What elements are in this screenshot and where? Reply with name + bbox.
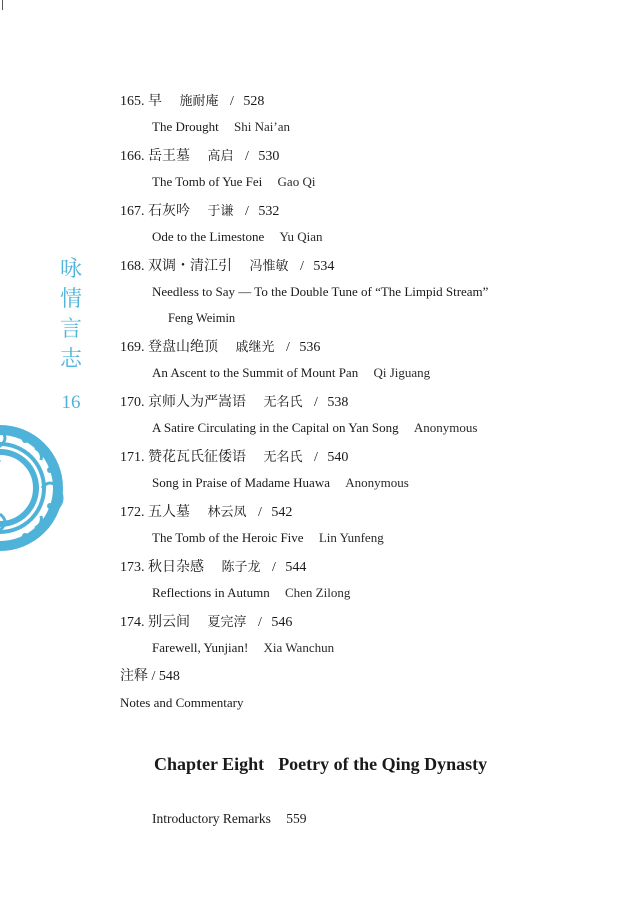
entry-page: 546: [271, 615, 293, 630]
entry-english-author: Feng Weimin: [168, 311, 236, 325]
entry-number: 166.: [120, 149, 145, 164]
book-title-char: 志: [59, 347, 82, 372]
entry-number: 169.: [120, 340, 145, 355]
entry-separator: /: [314, 395, 318, 410]
toc-entry-chinese: [120, 336, 620, 358]
toc-entry-chinese: [120, 255, 620, 277]
entry-number: 174.: [120, 615, 145, 630]
entry-english-title: Needless to Say — To the Double Tune of “The Limpid Stream”: [152, 284, 489, 299]
book-title-char: 咏: [59, 257, 82, 282]
entry-page: 532: [258, 204, 280, 219]
intro-page: 559: [286, 811, 307, 826]
entry-chinese-author: 无名氏: [263, 449, 303, 464]
toc-entry-chinese: [120, 501, 620, 523]
toc-entry[interactable]: [120, 200, 620, 247]
book-title-char: 情: [59, 287, 82, 312]
toc-entry-english: [120, 282, 620, 302]
entry-english-author: Gao Qi: [277, 174, 316, 189]
toc-entry[interactable]: [120, 611, 620, 658]
entry-page: 540: [327, 450, 349, 465]
entry-chinese-author: 施耐庵: [179, 93, 219, 108]
toc-entry-chinese: [120, 145, 620, 167]
entry-english-author: Lin Yunfeng: [318, 530, 384, 545]
notes-chinese-label: 注释: [120, 669, 148, 684]
entry-chinese-author: 无名氏: [263, 394, 303, 409]
entry-page: 530: [258, 149, 280, 164]
toc-entry-english: [120, 172, 620, 192]
decorative-medallion-icon: [0, 418, 75, 558]
entry-chinese-author: 林云凤: [207, 504, 247, 519]
entry-separator: /: [300, 259, 304, 274]
table-of-contents: [120, 90, 620, 713]
toc-entry-english: [120, 528, 620, 548]
toc-entry[interactable]: [120, 145, 620, 192]
entry-english-title: An Ascent to the Summit of Mount Pan: [152, 365, 359, 380]
entry-number: 172.: [120, 505, 145, 520]
entry-separator: /: [258, 615, 262, 630]
intro-label: Introductory Remarks: [152, 811, 271, 826]
entry-number: 165.: [120, 94, 145, 109]
toc-entry[interactable]: [120, 255, 620, 328]
entry-chinese-title: 双调・清江引: [148, 259, 232, 274]
entry-number: 168.: [120, 259, 145, 274]
notes-english-label: Notes and Commentary: [120, 695, 244, 710]
entry-english-author: Qi Jiguang: [373, 365, 431, 380]
entry-chinese-title: 赞花瓦氏征倭语: [148, 450, 246, 465]
entry-separator: /: [286, 340, 290, 355]
toc-entry-chinese: [120, 90, 620, 112]
entry-chinese-author: 陈子龙: [221, 559, 261, 574]
toc-entry[interactable]: [120, 391, 620, 438]
entry-english-author: Xia Wanchun: [263, 640, 335, 655]
toc-entry-chinese: [120, 611, 620, 633]
entry-page: 536: [299, 340, 321, 355]
page-number: 16: [61, 392, 81, 413]
entry-chinese-title: 五人墓: [148, 505, 190, 520]
entry-english-author: Chen Zilong: [284, 585, 351, 600]
entry-page: 538: [327, 395, 349, 410]
chapter-heading: [154, 754, 487, 775]
crop-mark: [2, 0, 3, 10]
entry-english-title: The Tomb of the Heroic Five: [152, 530, 304, 545]
entry-english-title: A Satire Circulating in the Capital on Yan Song: [152, 420, 399, 435]
toc-entry[interactable]: [120, 90, 620, 137]
entry-chinese-title: 岳王墓: [148, 149, 190, 164]
toc-entry[interactable]: [120, 501, 620, 548]
toc-entry-english: [120, 117, 620, 137]
entry-english-author: Shi Nai’an: [234, 119, 291, 134]
entry-english-author: Anonymous: [413, 420, 478, 435]
entry-chinese-title: 秋日杂感: [148, 560, 204, 575]
toc-entry-english: [120, 638, 620, 658]
entry-chinese-title: 别云间: [148, 615, 190, 630]
toc-entry[interactable]: [120, 446, 620, 493]
entry-separator: /: [272, 560, 276, 575]
chapter-title: Poetry of the Qing Dynasty: [278, 754, 488, 774]
toc-entry-chinese: [120, 556, 620, 578]
toc-notes-entry[interactable]: [120, 666, 620, 713]
entry-separator: /: [230, 94, 234, 109]
toc-intro-entry[interactable]: [152, 811, 306, 827]
entry-chinese-title: 石灰吟: [148, 204, 190, 219]
entry-separator: /: [245, 204, 249, 219]
entry-chinese-author: 于谦: [207, 203, 234, 218]
entry-english-title: The Drought: [152, 119, 219, 134]
entry-english-title: Ode to the Limestone: [152, 229, 265, 244]
chapter-number-label: Chapter Eight: [154, 754, 265, 774]
entry-separator: /: [151, 669, 156, 684]
entry-page: 534: [313, 259, 335, 274]
entry-chinese-title: 登盘山绝顶: [148, 340, 218, 355]
notes-chinese: [120, 666, 620, 688]
entry-chinese-author: 夏完淳: [207, 614, 247, 629]
entry-english-title: Song in Praise of Madame Huawa: [152, 475, 330, 490]
toc-entry-english-author-line: [120, 308, 620, 328]
entry-chinese-title: 早: [148, 94, 162, 109]
entry-number: 167.: [120, 204, 145, 219]
entry-number: 173.: [120, 560, 145, 575]
toc-entry-english: [120, 363, 620, 383]
entry-separator: /: [314, 450, 318, 465]
toc-entry-chinese: [120, 200, 620, 222]
entry-number: 170.: [120, 395, 145, 410]
toc-entry-chinese: [120, 391, 620, 413]
toc-entry-chinese: [120, 446, 620, 468]
notes-page: 548: [158, 669, 180, 684]
entry-english-title: Farewell, Yunjian!: [152, 640, 249, 655]
entry-number: 171.: [120, 450, 145, 465]
entry-english-author: Anonymous: [345, 475, 409, 490]
entry-page: 544: [285, 560, 307, 575]
toc-entry[interactable]: [120, 336, 620, 383]
entry-chinese-title: 京师人为严嵩语: [148, 395, 246, 410]
entry-page: 528: [243, 94, 265, 109]
entry-page: 542: [271, 505, 293, 520]
toc-entry[interactable]: [120, 556, 620, 603]
entry-english-title: The Tomb of Yue Fei: [152, 174, 263, 189]
toc-entry-english: [120, 583, 620, 603]
entry-chinese-author: 高启: [207, 148, 234, 163]
entry-separator: /: [245, 149, 249, 164]
entry-chinese-author: 冯惟敏: [249, 258, 289, 273]
toc-entry-english: [120, 473, 620, 493]
book-title-char: 言: [59, 317, 82, 342]
entry-chinese-author: 戚继光: [235, 339, 275, 354]
toc-entry-english: [120, 227, 620, 247]
entry-english-title: Reflections in Autumn: [152, 585, 270, 600]
toc-entry-english: [120, 418, 620, 438]
entry-english-author: Yu Qian: [279, 229, 323, 244]
book-title-vertical: [58, 255, 84, 375]
entry-separator: /: [258, 505, 262, 520]
